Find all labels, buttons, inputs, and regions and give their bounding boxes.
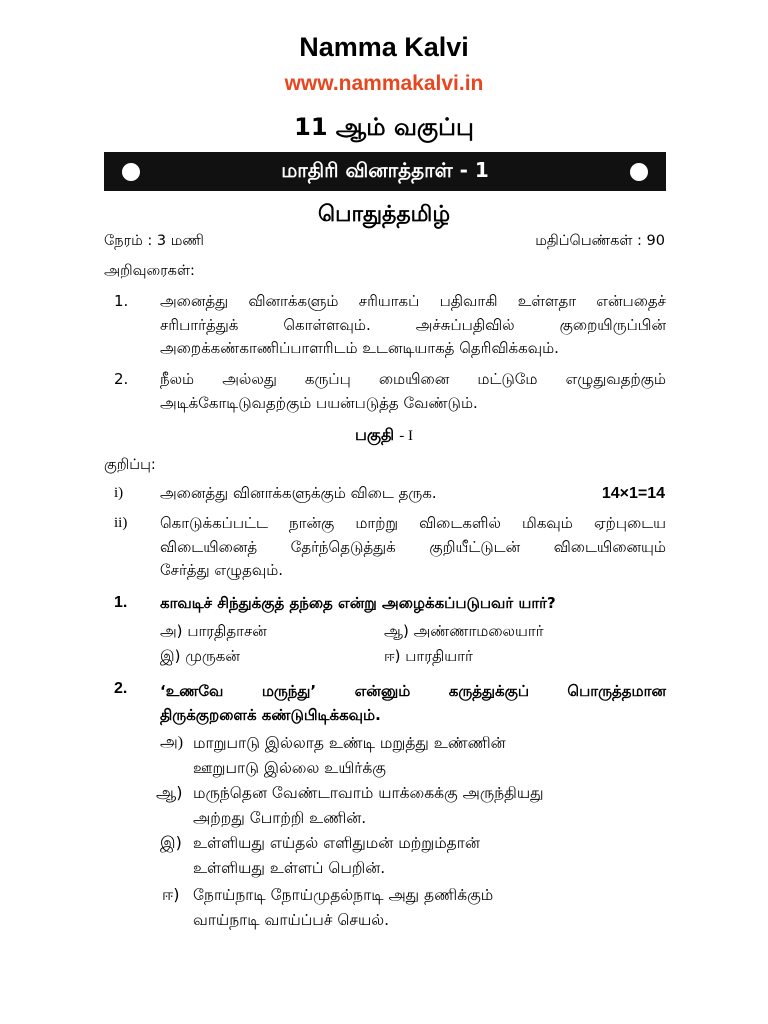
option-label: அ) — [160, 622, 183, 640]
subject-title: பொதுத்தமிழ் — [317, 202, 451, 227]
kural-line: அற்றது போற்றி உணின். — [193, 808, 367, 827]
kural-line: மருந்தென வேண்டாவாம் யாக்கைக்கு அருந்தியது — [193, 784, 544, 802]
instruction-number: 1. — [114, 292, 129, 310]
marks-allocation: 14×1=14 — [601, 485, 665, 502]
paper-title: மாதிரி வினாத்தாள் - 1 — [281, 158, 489, 182]
note-line: கொடுக்கப்பட்ட நான்கு மாற்று விடைகளில் மிகவும் ஏற்புடைய — [160, 514, 666, 532]
instruction-item — [160, 290, 666, 361]
option-text: பாரதிதாசன் — [187, 622, 267, 640]
note-heading: குறிப்பு: — [104, 457, 156, 473]
option-kural — [193, 883, 493, 932]
instruction-line: அடிக்கோடிடுவதற்கும் பயன்படுத்த வேண்டும். — [160, 393, 478, 412]
section-heading — [0, 425, 768, 446]
question-number: 1. — [114, 594, 128, 611]
option-kural — [193, 781, 544, 830]
kural-line: வாய்நாடி வாய்ப்பச் செயல். — [193, 910, 390, 929]
kural-line: நோய்நாடி நோய்முதல்நாடி அது தணிக்கும் — [193, 886, 494, 904]
instruction-item — [160, 368, 666, 415]
option-text: பாரதியார் — [405, 647, 473, 665]
kural-line: உள்ளியது உள்ளப் பெறின். — [193, 858, 386, 877]
paper-title-banner — [104, 152, 666, 191]
note-item — [160, 512, 666, 583]
option-block — [162, 883, 180, 907]
instructions-heading: அறிவுரைகள்: — [104, 263, 195, 279]
option-label: இ) — [160, 647, 181, 665]
instruction-line: அறைக்கண்காணிப்பாளரிடம் உடனடியாகத் தெரிவிக்கவும். — [160, 339, 559, 357]
option-label: ஆ) — [384, 622, 409, 640]
instruction-number: 2. — [114, 370, 129, 388]
question-line: ‘உணவே மருந்து’ என்னும் கருத்துக்குப் பொருத்தமான — [160, 682, 666, 700]
option — [384, 620, 544, 644]
option-label: ஆ) — [156, 783, 183, 802]
instruction-line: நீலம் அல்லது கருப்பு மையினை மட்டுமே எழுதுவதற்கும் — [160, 370, 666, 388]
note-line: விடையினைத் தேர்ந்தெடுத்துக் குறியீட்டுடன் விடையினையும் — [160, 537, 666, 556]
kural-line: ஊறுபாடு இல்லை உயிர்க்கு — [193, 758, 386, 777]
kural-line: மாறுபாடு இல்லாத உண்டி மறுத்து உண்ணின் — [193, 734, 506, 752]
option-kural — [193, 731, 506, 780]
option-label: அ) — [160, 734, 184, 751]
bullet-dot-left — [122, 163, 140, 181]
option — [160, 620, 267, 644]
option-block — [160, 731, 183, 755]
note-number: i) — [114, 485, 124, 501]
note-number: ii) — [114, 515, 128, 531]
option-label: இ) — [160, 833, 182, 852]
section-title: பகுதி — [355, 425, 395, 444]
section-number: - I — [399, 428, 413, 444]
class-title: 11 ஆம் வகுப்பு — [294, 113, 474, 141]
site-url-link[interactable]: www.nammakalvi.in — [284, 72, 484, 95]
option-label: ஈ) — [162, 885, 180, 904]
marks-label: மதிப்பெண்கள் : 90 — [535, 233, 665, 249]
bullet-dot-right — [630, 163, 648, 181]
option-label: ஈ) — [384, 647, 401, 665]
question-text — [160, 680, 666, 727]
option-text: அண்ணாமலையார் — [413, 622, 544, 640]
question-line: திருக்குறளைக் கண்டுபிடிக்கவும். — [160, 705, 381, 724]
option-kural — [193, 831, 480, 880]
question-text: காவடிச் சிந்துக்குத் தந்தை என்று அழைக்கப்படுபவர் யார்? — [160, 594, 556, 612]
question-number: 2. — [114, 680, 128, 697]
instruction-line: சரிபார்த்துக் கொள்ளவும். அச்சுப்பதிவில் குறையிருப்பின் — [160, 315, 666, 334]
option — [384, 645, 473, 669]
note-line: சேர்த்து எழுதவும். — [160, 561, 284, 579]
option-block — [156, 781, 182, 805]
kural-line: உள்ளியது எய்தல் எளிதுமன் மற்றும்தான் — [193, 834, 480, 852]
note-text: அனைத்து வினாக்களுக்கும் விடை தருக. — [160, 484, 437, 502]
instruction-line: அனைத்து வினாக்களும் சரியாகப் பதிவாகி உள்ளதா என்பதைச் — [160, 292, 666, 310]
option-block — [160, 831, 182, 855]
site-title: Namma Kalvi — [299, 32, 469, 62]
time-label: நேரம் : 3 மணி — [104, 233, 204, 249]
option — [160, 645, 240, 669]
option-text: முருகன் — [185, 647, 240, 665]
